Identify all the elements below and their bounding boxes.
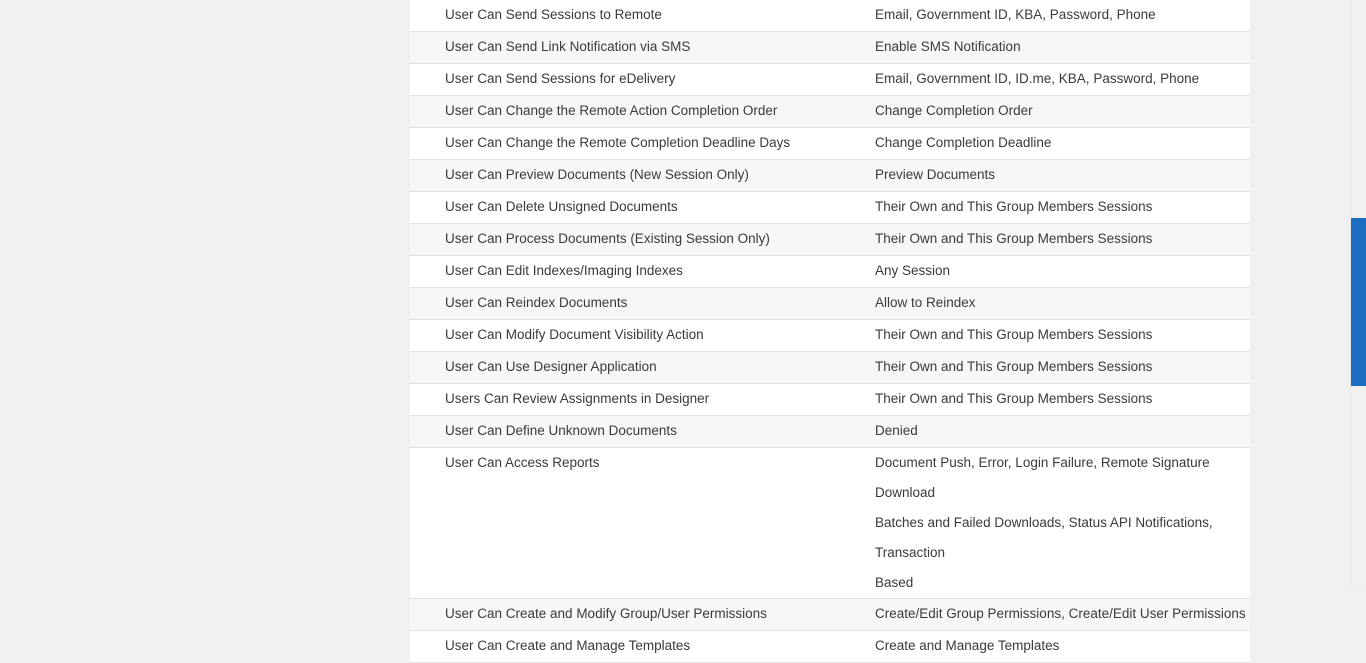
permission-value-lines	[875, 352, 1250, 382]
permission-value	[875, 599, 1250, 631]
right-margin	[1250, 0, 1366, 589]
permission-value-lines	[875, 631, 1250, 661]
table-row	[410, 96, 1250, 128]
permission-value-line: Preview Documents	[875, 167, 996, 182]
permission-value-line: Their Own and This Group Members Sessions	[875, 327, 1153, 342]
permission-value-line: Any Session	[875, 263, 951, 278]
permission-value-line: Change Completion Deadline	[875, 135, 1052, 150]
permission-value-lines	[875, 160, 1250, 190]
permission-value-lines	[875, 64, 1250, 94]
permissions-table-body	[410, 0, 1250, 663]
permission-value-lines	[875, 384, 1250, 414]
permission-value	[875, 352, 1250, 384]
permission-value-line: Change Completion Order	[875, 103, 1033, 118]
permission-value-line: Document Push, Error, Login Failure, Remote Signature Download	[875, 455, 1210, 500]
permission-name: User Can Send Link Notification via SMS	[410, 32, 875, 64]
table-row	[410, 320, 1250, 352]
permission-name: User Can Send Sessions for eDelivery	[410, 64, 875, 96]
permission-value-lines	[875, 448, 1250, 598]
permission-value-lines	[875, 128, 1250, 158]
permission-name: User Can Create and Manage Templates	[410, 631, 875, 663]
permissions-table	[410, 0, 1250, 663]
permission-name: User Can Use Designer Application	[410, 352, 875, 384]
permission-value-line: Denied	[875, 423, 918, 438]
permission-name: User Can Access Reports	[410, 448, 875, 599]
permission-value-line: Batches and Failed Downloads, Status API Notifications, Transaction	[875, 515, 1213, 560]
table-row	[410, 32, 1250, 64]
table-row	[410, 64, 1250, 96]
table-row	[410, 0, 1250, 32]
permission-value-lines	[875, 256, 1250, 286]
table-row	[410, 352, 1250, 384]
vertical-scrollbar-thumb[interactable]	[1351, 218, 1366, 386]
permission-value-lines	[875, 320, 1250, 350]
permission-value-line: Create and Manage Templates	[875, 638, 1060, 653]
permission-name: Users Can Review Assignments in Designer	[410, 384, 875, 416]
permission-value-lines	[875, 0, 1250, 30]
permission-value-line: Their Own and This Group Members Sessions	[875, 359, 1153, 374]
permission-value	[875, 160, 1250, 192]
permission-value	[875, 288, 1250, 320]
permission-name: User Can Create and Modify Group/User Permissions	[410, 599, 875, 631]
permission-value-lines	[875, 224, 1250, 254]
table-row	[410, 384, 1250, 416]
table-row	[410, 224, 1250, 256]
permission-value	[875, 224, 1250, 256]
permission-name: User Can Edit Indexes/Imaging Indexes	[410, 256, 875, 288]
permission-value-line: Create/Edit Group Permissions, Create/Edit User Permissions	[875, 606, 1246, 621]
permission-name: User Can Modify Document Visibility Action	[410, 320, 875, 352]
permission-value-lines	[875, 288, 1250, 318]
permission-name: User Can Change the Remote Action Completion Order	[410, 96, 875, 128]
permission-value-line: Allow to Reindex	[875, 295, 976, 310]
permission-value	[875, 631, 1250, 663]
permission-value	[875, 96, 1250, 128]
permission-name: User Can Define Unknown Documents	[410, 416, 875, 448]
table-row	[410, 448, 1250, 599]
table-row	[410, 599, 1250, 631]
table-row	[410, 128, 1250, 160]
permission-value	[875, 384, 1250, 416]
permission-value-line: Their Own and This Group Members Sessions	[875, 199, 1153, 214]
permission-value	[875, 448, 1250, 599]
permission-value-lines	[875, 96, 1250, 126]
permission-name: User Can Change the Remote Completion Deadline Days	[410, 128, 875, 160]
permission-value-line: Email, Government ID, ID.me, KBA, Password, Phone	[875, 71, 1200, 86]
table-row	[410, 192, 1250, 224]
permission-value-line: Their Own and This Group Members Sessions	[875, 391, 1153, 406]
permission-name: User Can Process Documents (Existing Session Only)	[410, 224, 875, 256]
permission-value-lines	[875, 599, 1250, 629]
permission-value-line: Based	[875, 575, 914, 590]
table-row	[410, 416, 1250, 448]
permission-name: User Can Reindex Documents	[410, 288, 875, 320]
permission-name: User Can Send Sessions to Remote	[410, 0, 875, 32]
permission-value	[875, 32, 1250, 64]
permission-value	[875, 64, 1250, 96]
permission-name: User Can Delete Unsigned Documents	[410, 192, 875, 224]
permission-value	[875, 416, 1250, 448]
permission-value-lines	[875, 32, 1250, 62]
permission-value-line: Enable SMS Notification	[875, 39, 1021, 54]
permission-value	[875, 320, 1250, 352]
permission-value	[875, 256, 1250, 288]
permission-value-line: Email, Government ID, KBA, Password, Phone	[875, 7, 1156, 22]
table-row	[410, 256, 1250, 288]
permission-value	[875, 192, 1250, 224]
table-row	[410, 288, 1250, 320]
permission-name: User Can Preview Documents (New Session Only)	[410, 160, 875, 192]
table-row	[410, 160, 1250, 192]
permission-value	[875, 0, 1250, 32]
table-row	[410, 631, 1250, 663]
permission-value	[875, 128, 1250, 160]
permission-value-lines	[875, 416, 1250, 446]
permission-value-line: Their Own and This Group Members Sessions	[875, 231, 1153, 246]
permission-value-lines	[875, 192, 1250, 222]
vertical-scrollbar-track[interactable]	[1350, 0, 1366, 589]
